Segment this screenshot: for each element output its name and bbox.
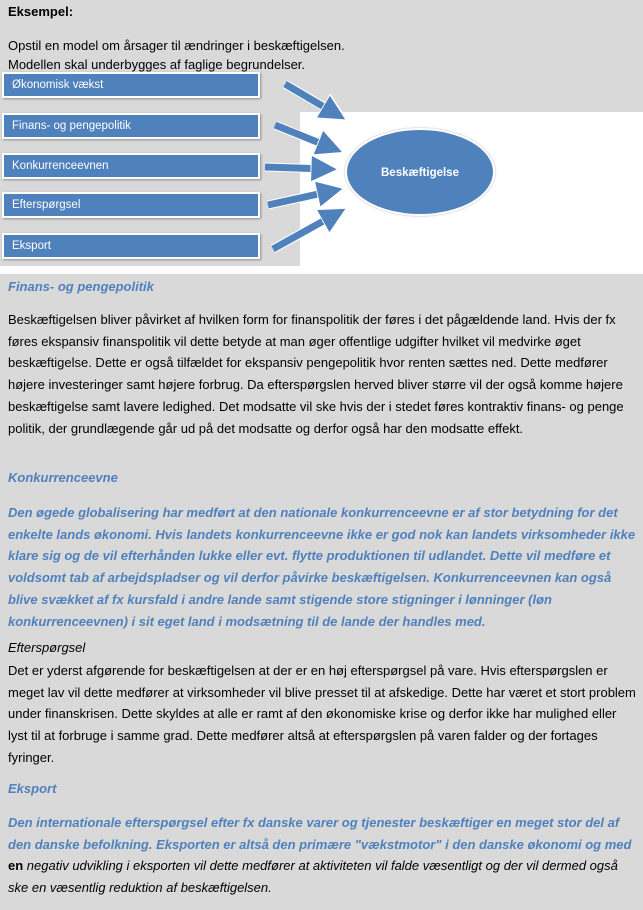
section-heading-eksport: Eksport bbox=[8, 781, 57, 796]
box-label: Efterspørgsel bbox=[12, 199, 81, 211]
section-body-eksport bbox=[8, 812, 638, 899]
eksport-text-en: en bbox=[8, 858, 24, 874]
eksport-text-bold: Den internationale efterspørgsel efter fx danske varer og tjenester beskæftiger en meget stor del af den danske befolkning. Eksporten er altså den primære "vækstmotor" i den danske økonomi og med bbox=[8, 815, 632, 852]
example-line-1: Opstil en model om årsager til ændringer i beskæftigelsen. bbox=[8, 38, 345, 53]
arrow-4-fill bbox=[268, 191, 332, 205]
section-heading-finans: Finans- og pengepolitik bbox=[8, 279, 154, 294]
center-label: Beskæftigelse bbox=[381, 167, 459, 179]
arrow-2-fill bbox=[275, 125, 332, 148]
box-label: Konkurrenceevnen bbox=[12, 160, 109, 172]
section-body-konkurrence: Den øgede globalisering har medført at den nationale konkurrenceevne er af stor betydning for det enkelte lands økonomi. Hvis landets konkurrenceevne ikke er god nok kan landets virksomheder ikke klare sig og de vil efterhånden lukke eller evt. flytte produktionen til udlandet. Dette vil medføre et voldsomt tab af arbejdspladser og vil derfor påvirke beskæftigelsen. Konkurrenceevnen kan også blive svækket af fx kursfald i andre lande samt stigende store stigninger i lønninger (løn konkurrenceevnen) i sit eget land i modsætning til de lande der handles med. bbox=[8, 505, 636, 629]
example-line-2: Modellen skal underbygges af faglige begrundelser. bbox=[8, 57, 306, 72]
diagram-arrows bbox=[0, 0, 643, 270]
eksport-text-rest: negativ udvikling i eksporten vil dette medfører at aktiviteten vil falde væsentligt og der vil dermed også ske en væsentlig reduktion af beskæftigelsen. bbox=[8, 858, 618, 896]
diagram-center-beskaeftigelse bbox=[345, 128, 495, 216]
box-label: Eksport bbox=[12, 240, 51, 252]
section-heading-konkurrence: Konkurrenceevne bbox=[8, 470, 118, 485]
example-heading: Eksempel: bbox=[8, 4, 74, 19]
arrow-3-fill bbox=[265, 167, 326, 169]
section-body-finans: Beskæftigelsen bliver påvirket af hvilken form for finanspolitik der føres i det pågældende land. Hvis der fx føres ekspansiv finanspolitik vil dette betyde at man øger offentlige udgifter hvilket vil medvirke øget beskæftigelse. Dette er også tilfældet for ekspansiv pengepolitik hvor renten sættes ned. Dette medfører højere investeringer samt højere forbrug. Da efterspørgslen herved bliver større vil der også komme højere beskæftigelse samt lavere ledighed. Det modsatte vil ske hvis der i stedet føres kontraktiv finans- og penge politik, der grundlægende går ud på det modsatte og derfor også har den modsatte effekt. bbox=[8, 312, 624, 436]
arrow-5-fill bbox=[273, 214, 336, 249]
box-label: Økonomisk vækst bbox=[12, 79, 104, 91]
arrow-1-fill bbox=[285, 84, 336, 114]
box-label: Finans- og pengepolitik bbox=[12, 120, 131, 132]
section-heading-efterspoergsel: Efterspørgsel bbox=[8, 640, 86, 655]
section-body-efterspoergsel: Det er yderst afgørende for beskæftigelsen at der er en høj efterspørgsel på vare. Hvis efterspørgslen er meget lav vil dette medfører at virksomheder vil blive presset til at afskedige. Dette har været et stort problem under finanskrisen. Dette skyldes at alle er ramt af den økonomiske krise og derfor ikke har mulighed eller lyst til at forbruge i samme grad. Dette medfører altså at efterspørgslen på varen falder og der fortages fyringer. bbox=[8, 663, 636, 765]
